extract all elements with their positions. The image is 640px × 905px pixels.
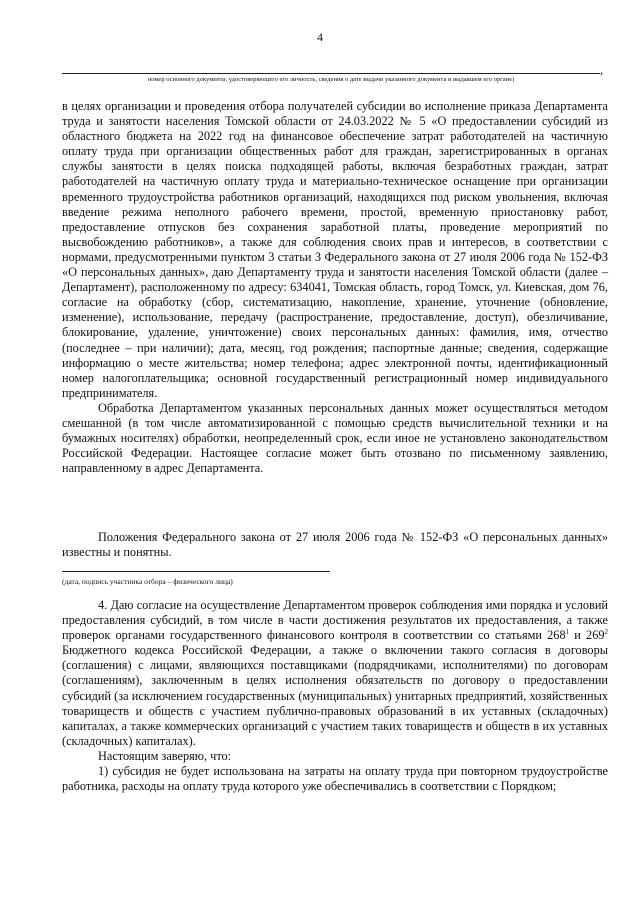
page-number: 4	[317, 30, 323, 44]
top-field-caption: номер основного документа, удостоверяющего его личность, сведения о дате выдачи указанного документа и выдавшем его органе)	[147, 76, 515, 83]
signature-line	[62, 571, 330, 572]
paragraph-4-text-b: и 269	[569, 628, 605, 643]
paragraph-assurance-intro: Настоящим заверяю, что:	[98, 748, 232, 763]
paragraph-law-known: Положения Федерального закона от 27 июля 2006 года № 152-ФЗ «О персональных данных» известны и понятны.	[62, 530, 608, 560]
superscript-article-268: 1	[565, 628, 570, 637]
law-acknowledgement-block	[62, 530, 608, 560]
paragraph-4-text-a: 4. Даю согласие на осуществление Департаментом проверок соблюдения ими порядка и условий предоставления субсидий, в том числе в части достижения результатов их предоставления, а также проверок органами государственного финансового контроля в соответствии со статьями 268	[62, 598, 608, 643]
top-fill-line	[62, 73, 600, 74]
consent-text-block	[62, 99, 608, 476]
superscript-article-269: 2	[604, 628, 608, 637]
paragraph-processing-method: Обработка Департаментом указанных персональных данных может осуществляться методом смешанной (в том числе автоматизированной с помощью средств вычислительной техники и на бумажных носителях) обработки, неопределенный срок, если иное не установлено законодательством Российской Федерации. Настоящее согласие может быть отозвано по письменному заявлению, направленному в адрес Департамента.	[62, 400, 608, 476]
audit-consent-block	[62, 598, 608, 794]
top-fill-comma: ,	[600, 62, 604, 77]
signature-caption: (дата, подпись участника отбора – физического лица)	[62, 577, 233, 586]
paragraph-4-audit-consent	[62, 598, 608, 749]
paragraph-consent-purpose: в целях организации и проведения отбора получателей субсидии во исполнение приказа Департамента труда и занятости населения Томской области от 24.03.2022 № 5 «О предоставлении субсидий из областного бюджета на 2022 год на финансовое обеспечение затрат работодателей на частичную оплату труда при организации общественных работ для граждан, зарегистрированных в органах службы занятости в целях поиска подходящей работы, включая безработных граждан, затрат работодателей на частичную оплату труда и материально-техническое оснащение при организации временного трудоустройства работников организаций, находящихся под риском увольнения, включая введение режима неполного рабочего времени, простой, временную приостановку работ, предоставление отпусков без сохранения заработной платы, проведение мероприятий по высвобождению работников», а также для соблюдения своих прав и интересов, в соответствии с нормами, предусмотренными пунктом 3 статьи 3 Федерального закона от 27 июля 2006 года № 152-ФЗ «О персональных данных», даю Департаменту труда и занятости населения Томской области (далее – Департамент), расположенному по адресу: 634041, Томская область, город Томск, ул. Киевская, дом 76, согласие на обработку (сбор, систематизацию, накопление, хранение, уточнение (обновление, изменение), использование, передачу (распространение, предоставление, доступ), обезличивание, блокирование, удаление, уничтожение) своих персональных данных: фамилия, имя, отчество (последнее – при наличии); дата, месяц, год рождения; паспортные данные; сведения, содержащие информацию о месте жительства; номер телефона; адрес электронной почты, идентификационный номер налогоплательщика; основной государственный регистрационный номер индивидуального предпринимателя.	[62, 99, 608, 400]
paragraph-4-text-c: Бюджетного кодекса Российской Федерации, а также о включении такого согласия в договоры (соглашения) с лицами, являющихся поставщиками (подрядчиками, исполнителями) по договорам (соглашениям), заключенным в целях исполнения обязательств по договору о предоставлении субсидий (за исключением государственных (муниципальных) унитарных предприятий, хозяйственных товариществ и обществ с участием публично-правовых образований в их уставных (складочных) капиталах, а также коммерческих организаций с участием таких товариществ и обществ в их уставных (складочных) капиталах).	[62, 643, 608, 748]
paragraph-assurance-item-1: 1) субсидия не будет использована на затраты на оплату труда при повторном трудоустройстве работника, расходы на оплату труда которого уже обеспечивались в соответствии с Порядком;	[62, 764, 608, 794]
